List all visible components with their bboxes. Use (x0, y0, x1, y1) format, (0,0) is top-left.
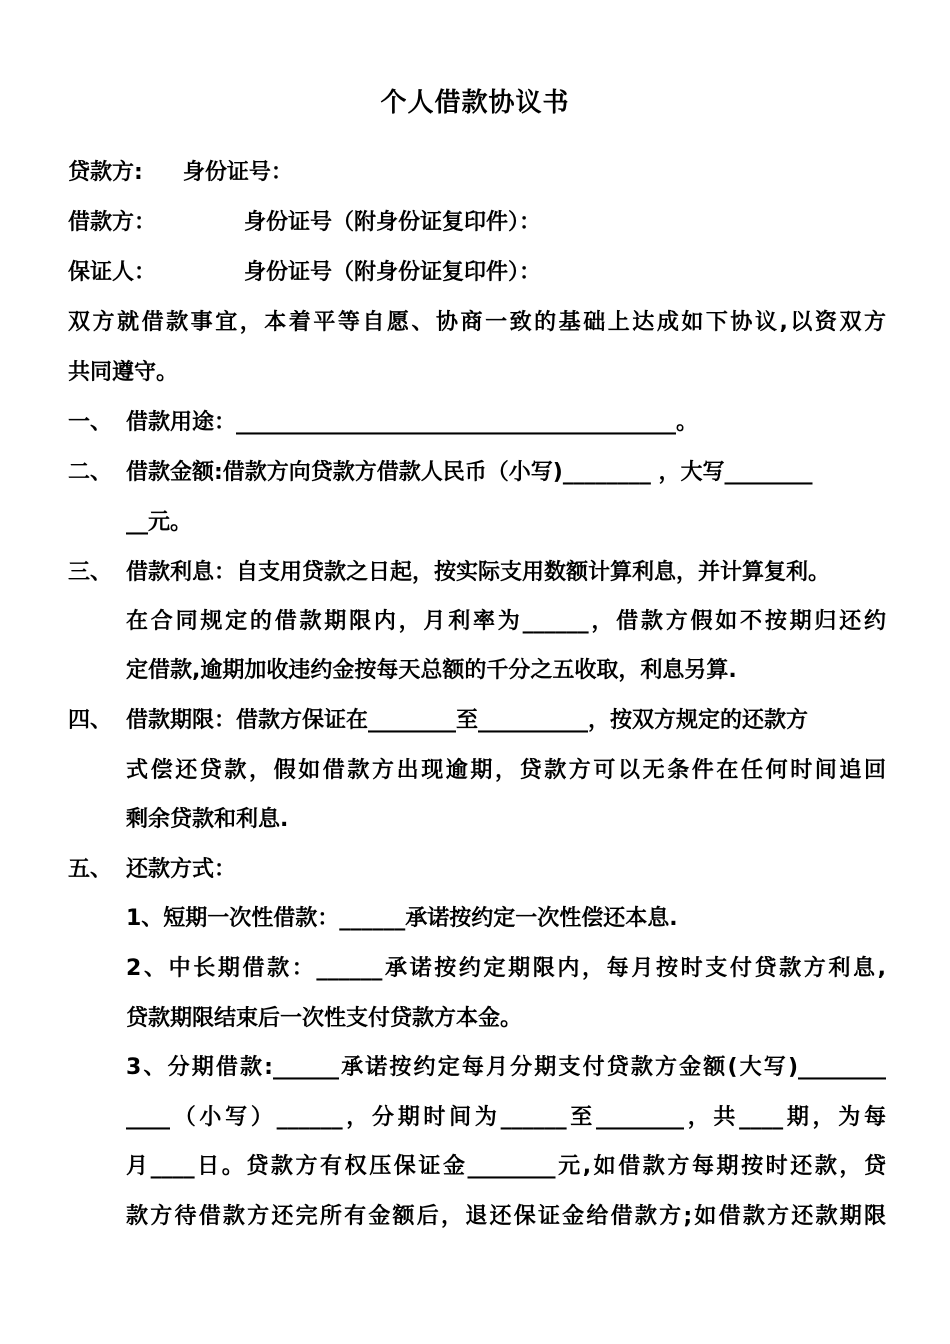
repayment-item-2-line-2: 贷款期限结束后一次性支付贷款方本金。 (126, 1006, 523, 1031)
repayment-item-3-line-1: 3、分期借款:______承诺按约定每月分期支付贷款方金额(大写)________ (126, 1055, 886, 1080)
borrower-label: 借款方： (68, 210, 157, 235)
clause-3-line-2: 在合同规定的借款期限内，月利率为______，借款方假如不按期归还约 (126, 609, 886, 634)
clause-3-line-3: 定借款,逾期加收违约金按每天总额的千分之五收取，利息另算. (126, 658, 737, 683)
clause-1 (68, 408, 886, 438)
document-title: 个人借款协议书 (380, 88, 570, 118)
preamble-line-1: 双方就借款事宜，本着平等自愿、协商一致的基础上达成如下协议,以资双方 (68, 310, 886, 335)
clause-4-line-1: 借款期限：借款方保证在________至__________，按双方规定的还款方 (126, 708, 809, 733)
clause-3-line-1: 借款利息：自支用贷款之日起，按实际支用数额计算利息，并计算复利。 (126, 560, 831, 585)
clause-4 (68, 706, 886, 736)
lender-id-field: 身份证号： (182, 160, 293, 185)
guarantor-label: 保证人： (68, 260, 157, 285)
clause-1-number: 一、 (68, 410, 113, 435)
clause-5 (68, 855, 886, 885)
borrower-id-field: 身份证号（附身份证复印件）： (244, 210, 542, 235)
clause-2-line-2: __元。 (126, 510, 193, 535)
clause-2-number: 二、 (68, 460, 113, 485)
clause-2-line-1: 借款金额:借款方向贷款方借款人民币（小写)________ ，大写________ (126, 460, 813, 485)
clause-5-heading: 还款方式： (126, 857, 237, 882)
clause-3-number: 三、 (68, 560, 113, 585)
clause-4-line-2: 式偿还贷款，假如借款方出现逾期，贷款方可以无条件在任何时间追回 (126, 758, 886, 783)
preamble-line-2: 共同遵守。 (68, 360, 179, 385)
repayment-item-3-line-3: 月____日。贷款方有权压保证金________元,如借款方每期按时还款，贷 (126, 1154, 886, 1179)
clause-5-number: 五、 (68, 857, 113, 882)
repayment-item-3-line-2: ____（小写）______，分期时间为______至________，共____期，为每 (126, 1105, 886, 1130)
clause-1-text: 借款用途：________________________________________。 (126, 410, 699, 435)
clause-2 (68, 458, 886, 488)
repayment-item-3-line-4: 款方待借款方还完所有金额后，退还保证金给借款方;如借款方还款期限 (126, 1204, 886, 1229)
guarantor-line (68, 258, 886, 288)
borrower-line (68, 208, 886, 238)
lender-label: 贷款方: (68, 160, 143, 185)
guarantor-id-field: 身份证号（附身份证复印件）： (244, 260, 542, 285)
repayment-item-2-line-1: 2、中长期借款：______承诺按约定期限内，每月按时支付贷款方利息, (126, 956, 886, 981)
clause-3 (68, 558, 886, 588)
repayment-item-1: 1、短期一次性借款：______承诺按约定一次性偿还本息. (126, 906, 678, 931)
lender-line (68, 158, 886, 188)
clause-4-number: 四、 (68, 708, 113, 733)
clause-4-line-3: 剩余贷款和利息. (126, 807, 289, 832)
